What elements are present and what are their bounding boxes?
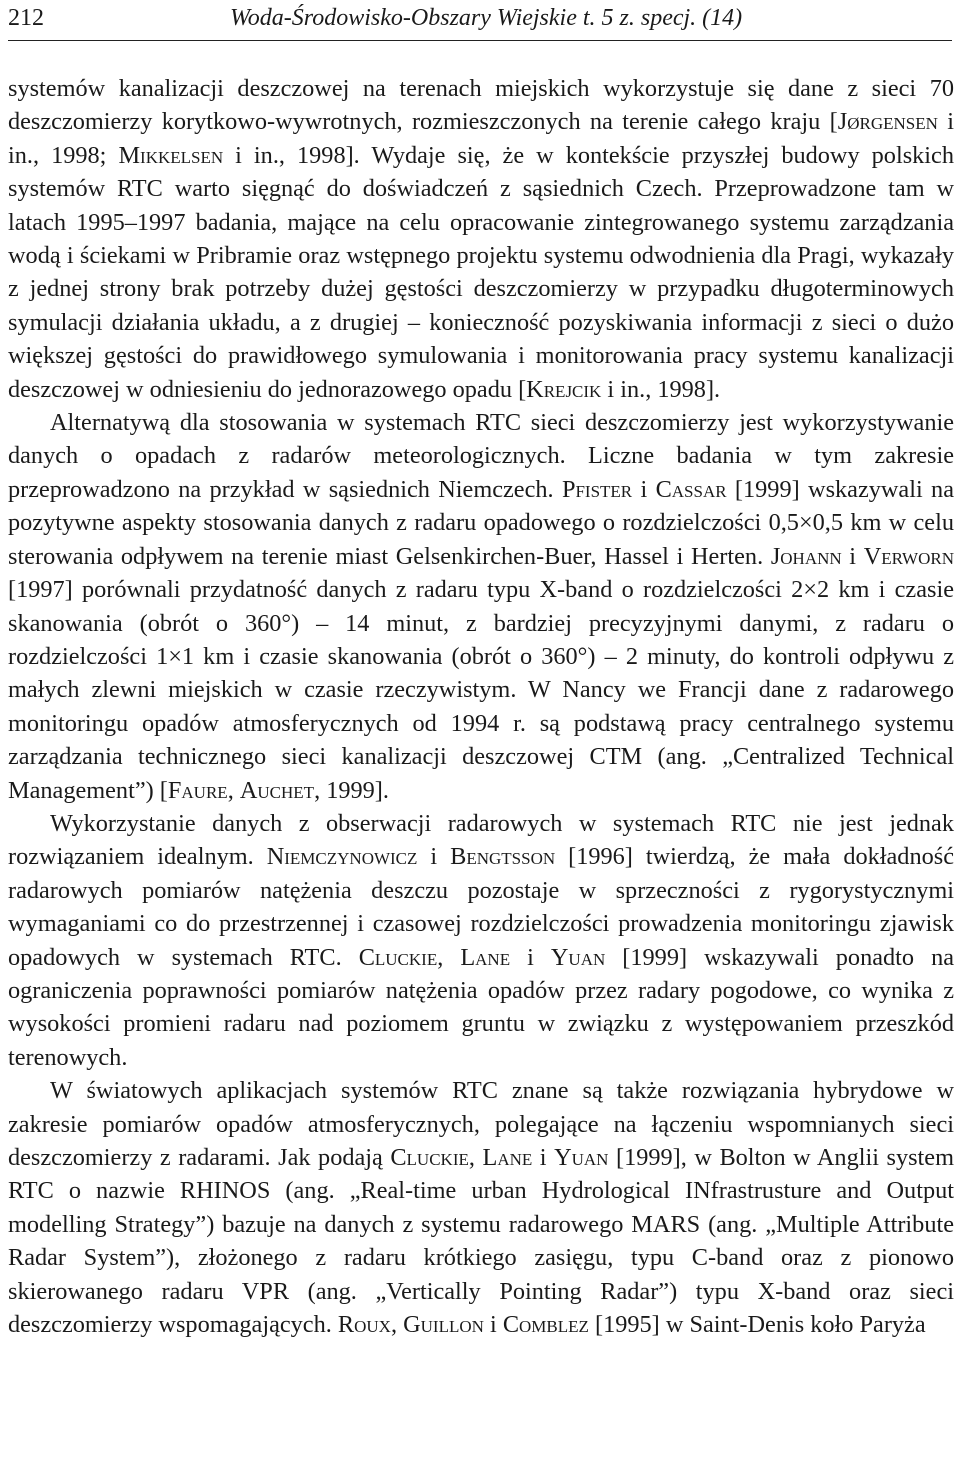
author-name: Comblez [502,1311,589,1339]
text-run: , [390,1311,404,1339]
author-name: Lane [460,943,511,971]
author-name: Yuan [550,943,606,971]
author-name: Krejcik [526,375,602,403]
text-run: Alternatywą dla stosowania w systemach RTC sieci deszczomierzy jest wykorzystywanie danych o opadach z radarów meteorologicznych. Liczne badania w tym zakresie przeprowadzono na przykład w sąsiednich Niemczech. [8,409,954,503]
text-run: , [227,776,240,804]
author-name: Mikkelsen [118,141,224,169]
text-run: i in., 1998]. [601,375,721,403]
text-run: i [841,542,864,570]
author-name: Roux [337,1311,391,1339]
author-name: Jørgensen [837,108,938,136]
text-run: i in., 1998; [8,108,954,169]
text-run: i [510,943,551,971]
text-run: i [483,1311,503,1339]
author-name: Auchet [239,776,315,804]
paragraph [8,406,954,807]
text-run: i [632,475,656,503]
author-name: Yuan [554,1144,609,1171]
text-run: , [437,943,461,971]
text-run: systemów kanalizacji deszczowej na terenach miejskich wykorzystuje się dane z sieci 70 deszczomierzy korytkowo-wywrotnych, rozmieszczonych na terenie całego kraju [ [8,75,954,136]
author-name: Faure [167,776,228,804]
text-run: [1995] w Saint-Denis koło Paryża [588,1311,926,1339]
text-run: i [417,843,451,871]
text-run: [1996] twierdzą, że mała dokładność radarowych pomiarów natężenia deszczu pozostaje w sprzeczności z rygorystycznymi wymaganiami co do przestrzennej i czasowej rozdzielczości prowadzenia monitoringu zjawisk opadowych w systemach RTC. [8,843,954,971]
author-name: Johann [770,542,842,570]
paragraph [8,72,954,406]
author-name: Pfister [561,475,633,503]
author-name: Cluckie [358,943,438,971]
text-run: , 1999]. [314,776,389,804]
text-run: , [468,1144,483,1171]
text-run: i [532,1144,555,1171]
text-run: [1997] porównali przydatność danych z radaru typu X-band o rozdzielczości 2×2 km i czasie skanowania (obrót o 360°) – 14 minut, z bardziej precyzyjnymi danymi, z radaru o rozdzielczości 1×1 km i czasie skanowania (obrót o 360°) – 2 minuty, do kontroli odpływu z małych zlewni miejskich w czasie rzeczywistym. W Nancy we Francji dane z radarowego monitoringu opadów atmosferycznych od 1994 r. są podstawą pracy centralnego systemu zarządzania technicznego sieci kanalizacji deszczowej CTM (ang. „Centralized Technical Management”) [ [8,576,954,804]
running-header [8,0,952,41]
author-name: Guillon [403,1311,484,1339]
author-name: Lane [482,1144,533,1171]
body-text [8,72,954,1341]
text-run: [1999] wskazywali na pozytywne aspekty stosowania danych z radaru opadowego o rozdzielczości 0,5×0,5 km w celu sterowania odpływem na terenie miast Gelsenkirchen-Buer, Hassel i Herten. [8,475,954,570]
running-title: Woda-Środowisko-Obszary Wiejskie t. 5 z. specj. (14) [230,5,743,31]
page-number: 212 [8,5,44,31]
paragraph [8,1074,954,1341]
author-name: Verworn [863,542,954,570]
author-name: Niemczynowicz [266,843,418,871]
text-run: Wykorzystanie danych z obserwacji radarowych w systemach RTC nie jest jednak rozwiązaniem idealnym. [8,809,954,871]
author-name: Cassar [655,475,727,503]
author-name: Cluckie [390,1144,469,1171]
text-run: [1999], w Bolton w Anglii system RTC o nazwie RHINOS (ang. „Real-time urban Hydrological INfrastrusture and Output modelling Strategy”) bazuje na danych z systemu radarowego MARS (ang. „Multiple Attribute Radar System”), złożonego z radaru krótkiego zasięgu, typu C-band oraz z pionowo skierowanego radaru VPR (ang. „Vertically Pointing Radar”) typu X-band oraz sieci deszczomierzy wspomagających. [8,1144,954,1339]
paragraph [8,807,954,1074]
text-run: i in., 1998]. Wydaje się, że w kontekście przyszłej budowy polskich systemów RTC warto sięgnąć do doświadczeń z sąsiednich Czech. Przeprowadzone tam w latach 1995–1997 badania, mające na celu opracowanie zintegrowanego systemu zarządzania wodą i ściekami w Pribramie oraz wstępnego projektu systemu odwodnienia dla Pragi, wykazały z jednej strony brak potrzeby dużej gęstości deszczomierzy w przypadku długoterminowych symulacji działania układu, a z drugiej – konieczność pozyskiwania informacji z sieci o dużo większej gęstości do prawidłowego symulowania i monitorowania pracy systemu kanalizacji deszczowej w odniesieniu do jednorazowego opadu [ [8,141,954,403]
author-name: Bengtsson [450,843,556,871]
text-run: W światowych aplikacjach systemów RTC znane są także rozwiązania hybrydowe w zakresie pomiarów opadów atmosferycznych, polegające na łączeniu wspomnianych sieci deszczomierzy z radarami. Jak podają [8,1077,954,1171]
text-run: [1999] wskazywali ponadto na ograniczenia poprawności pomiarów natężenia opadów przez radary pogodowe, co wynika z wysokości promieni radaru nad poziomem gruntu w związku z występowaniem przeszkód terenowych. [8,943,954,1071]
